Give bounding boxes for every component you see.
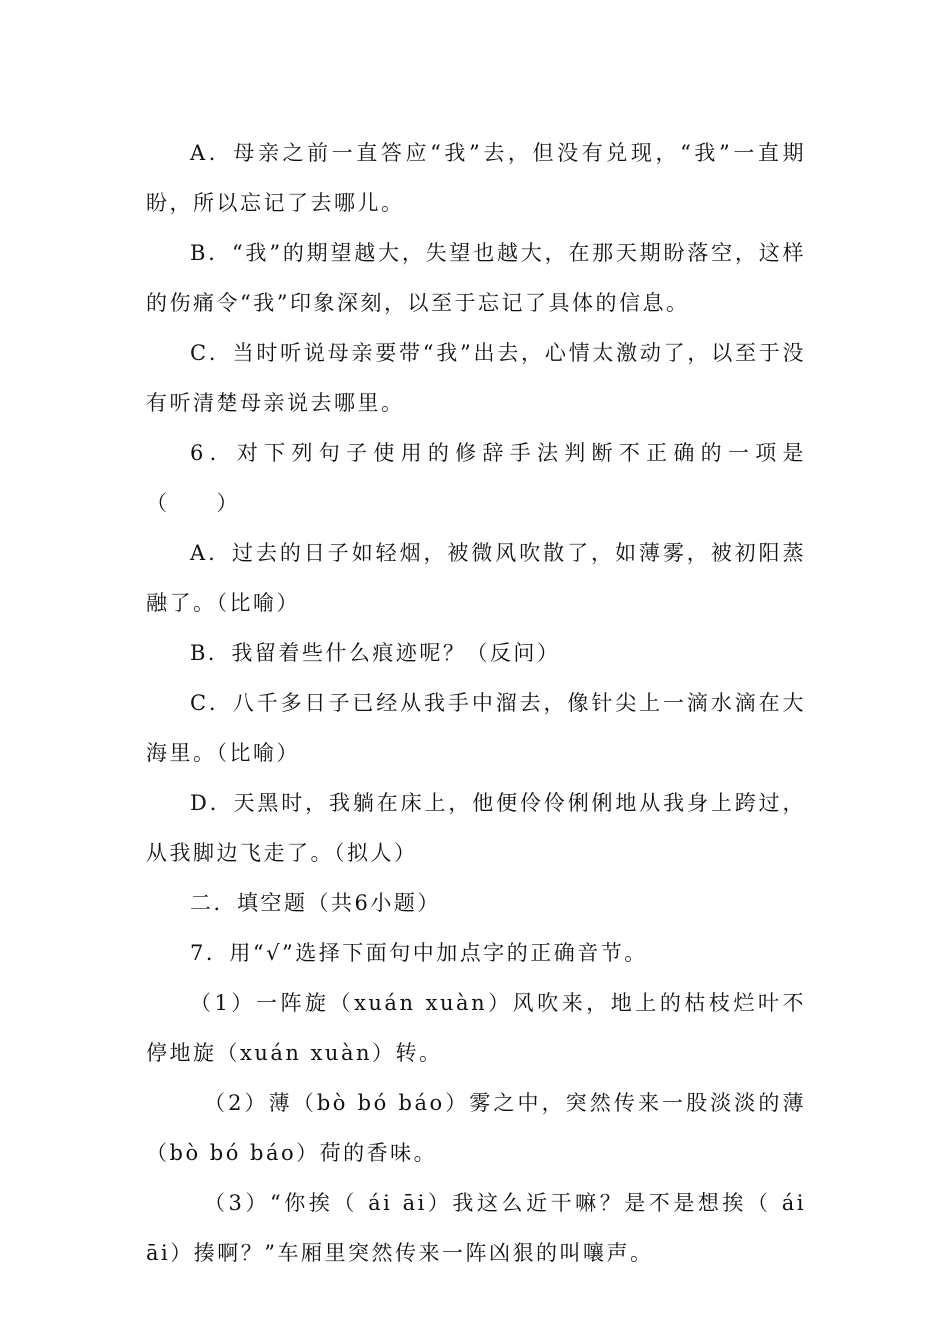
option-a-q6: A．过去的日子如轻烟，被微风吹散了，如薄雾，被初阳蒸融了。（比喻）: [146, 541, 806, 615]
option-c-q5: C．当时听说母亲要带“我”出去，心情太激动了，以至于没有听清楚母亲说去哪里。: [146, 341, 806, 415]
q7-item-2: （2）薄（bò bó báo）雾之中，突然传来一股淡淡的薄（bò bó báo）荷的香味。: [146, 1091, 806, 1165]
option-c-q6: C．八千多日子已经从我手中溜去，像针尖上一滴水滴在大海里。（比喻）: [146, 691, 806, 765]
option-b-q5: B．“我”的期望越大，失望也越大，在那天期盼落空，这样的伤痛令“我”印象深刻，以至于忘记了具体的信息。: [146, 241, 806, 315]
q7-item-1: （1）一阵旋（xuán xuàn）风吹来，地上的枯枝烂叶不停地旋（xuán xuàn）转。: [146, 991, 806, 1065]
document-page: [146, 128, 806, 1278]
question-7: 7．用“√”选择下面句中加点字的正确音节。: [190, 941, 648, 965]
option-b-q6: B．我留着些什么痕迹呢？（反问）: [190, 641, 561, 665]
option-a-q5: A．母亲之前一直答应“我”去，但没有兑现，“我”一直期盼，所以忘记了去哪儿。: [146, 141, 806, 215]
option-d-q6: D．天黑时，我躺在床上，他便伶伶俐俐地从我身上跨过，从我脚边飞走了。（拟人）: [146, 791, 806, 865]
q7-item-3: （3）“你挨（ ái āi）我这么近干嘛？是不是想挨（ ái āi）揍啊？”车厢里突然传来一阵凶狠的叫嚷声。: [146, 1191, 806, 1265]
question-6: 6．对下列句子使用的修辞手法判断不正确的一项是（ ）: [146, 441, 806, 515]
section-heading: 二．填空题（共6小题）: [190, 891, 441, 915]
